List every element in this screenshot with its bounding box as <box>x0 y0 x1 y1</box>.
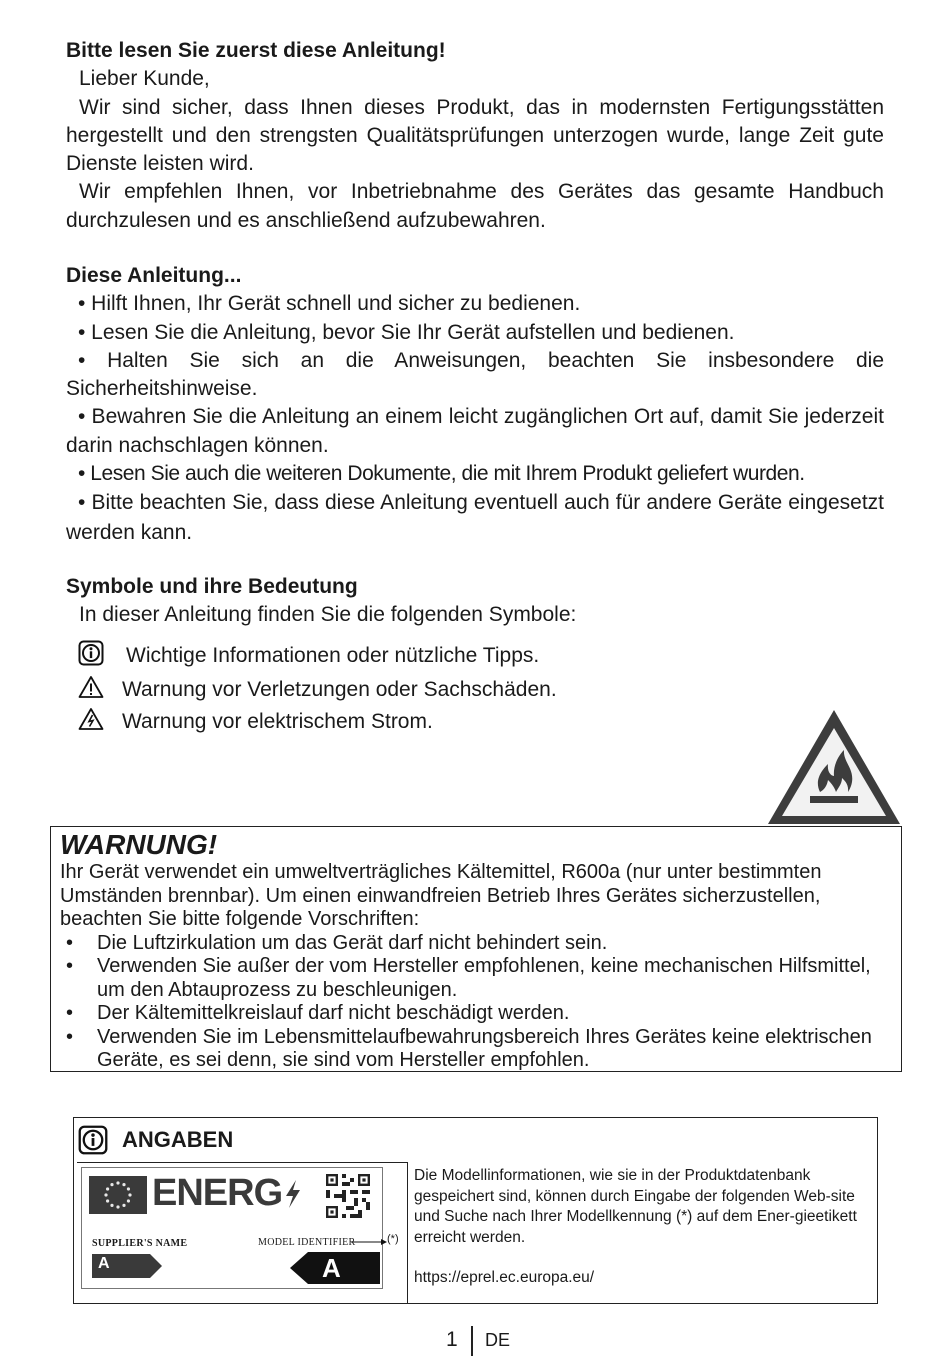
energy-class-small: A <box>92 1254 162 1278</box>
symbol-row-info <box>78 640 539 672</box>
symbol-text: Warnung vor elektrischem Strom. <box>122 710 433 733</box>
symbol-row-warning <box>78 675 557 705</box>
intro-paragraph-2: Wir empfehlen Ihnen, vor Inbetriebnahme des Gerätes das gesamte Handbuch durchzulesen und es anschließend aufzubewahren. <box>66 180 884 232</box>
symbol-row-electric <box>78 707 433 737</box>
eu-flag-icon <box>89 1176 147 1214</box>
info-icon <box>78 1125 108 1155</box>
list-item: • Bewahren Sie die Anleitung an einem leicht zugänglichen Ort auf, damit Sie jederzeit darin nachschlagen können. <box>66 405 884 457</box>
manual-title: Diese Anleitung... <box>66 264 242 287</box>
manual-section <box>66 262 884 547</box>
intro-paragraph-1: Wir sind sicher, dass Ihnen dieses Produkt, das in modernsten Fertigungsstätten hergestellt und den strengsten Qualitätsprüfungen unterzogen wurde, lange Zeit gute Dienste leisten wird. <box>66 95 884 176</box>
symbol-text: Warnung vor Verletzungen oder Sachschäden. <box>122 678 557 701</box>
list-item: • Hilft Ihnen, Ihr Gerät schnell und sicher zu bedienen. <box>78 292 581 316</box>
qr-code-icon <box>326 1174 370 1218</box>
symbols-intro: In dieser Anleitung finden Sie die folgenden Symbole: <box>79 603 577 627</box>
warning-list <box>60 932 880 1073</box>
warning-box <box>50 826 902 1072</box>
electric-warning-icon <box>78 707 104 737</box>
info-icon <box>78 640 104 672</box>
list-item: • Verwenden Sie außer der vom Hersteller empfohlenen, keine mechanischen Hilfsmittel, um den Abtauprozess zu beschleunigen. <box>60 955 880 1002</box>
info-text: Die Modellinformationen, wie sie in der Produktdatenbank gespeichert sind, können durch Eingabe der folgenden Web-site und Suche nach Ihrer Modellkennung (*) auf dem Ener-gieetikett erreicht werden. <box>414 1167 857 1246</box>
info-title: ANGABEN <box>122 1127 234 1152</box>
energy-label-cell <box>77 1162 408 1303</box>
arrow-icon <box>351 1241 387 1243</box>
info-text-cell <box>414 1162 874 1289</box>
symbols-section <box>66 573 884 630</box>
intro-section <box>66 37 884 235</box>
page-number: 1 <box>446 1328 458 1351</box>
page-footer <box>0 1326 950 1356</box>
flammable-warning-icon <box>764 706 904 828</box>
language-code: DE <box>485 1330 511 1350</box>
info-box <box>73 1117 878 1304</box>
salutation: Lieber Kunde, <box>79 67 210 91</box>
info-url: https://eprel.ec.europa.eu/ <box>414 1269 595 1286</box>
info-header <box>74 1118 877 1162</box>
warning-text: Ihr Gerät verwendet ein umweltverträgliches Kältemittel, R600a (nur unter bestimmten Umständen brennbar). Um einen einwandfreien Betrieb Ihres Gerätes sicherzustellen, beachten Sie bitte folgende Vorschriften: <box>60 861 822 930</box>
warning-content <box>60 861 880 1073</box>
list-item: • Verwenden Sie im Lebensmittelaufbewahrungsbereich Ihres Gerätes keine elektrischen Geräte, es sei denn, sie sind vom Hersteller empfohlen. <box>60 1026 880 1073</box>
warning-title: WARNUNG! <box>60 829 218 860</box>
symbol-text: Wichtige Informationen oder nützliche Tipps. <box>126 644 540 667</box>
warning-icon <box>78 675 104 705</box>
list-item: • Die Luftzirkulation um das Gerät darf nicht behindert sein. <box>60 932 880 956</box>
supplier-name: SUPPLIER'S NAME <box>92 1238 188 1249</box>
list-item: • Lesen Sie die Anleitung, bevor Sie Ihr Gerät aufstellen und bedienen. <box>78 320 735 344</box>
list-item: • Der Kältemittelkreislauf darf nicht beschädigt werden. <box>60 1002 880 1026</box>
footer-divider <box>471 1326 473 1356</box>
energy-label <box>81 1167 383 1289</box>
list-item: • Bitte beachten Sie, dass diese Anleitung eventuell auch für andere Geräte eingesetzt werden kann. <box>66 491 884 544</box>
energy-logo-text: ENERG <box>152 1172 283 1214</box>
lightning-icon <box>284 1180 302 1213</box>
model-marker: (*) <box>387 1233 399 1245</box>
intro-title: Bitte lesen Sie zuerst diese Anleitung! <box>66 39 446 62</box>
symbols-title: Symbole und ihre Bedeutung <box>66 575 358 598</box>
list-item: • Halten Sie sich an die Anweisungen, beachten Sie insbesondere die Sicherheitshinweise. <box>66 348 884 401</box>
model-identifier: MODEL IDENTIFIER <box>258 1237 356 1248</box>
energy-class-big: A <box>290 1252 380 1284</box>
list-item: • Lesen Sie auch die weiteren Dokumente, die mit Ihrem Produkt geliefert wurden. <box>78 462 805 486</box>
